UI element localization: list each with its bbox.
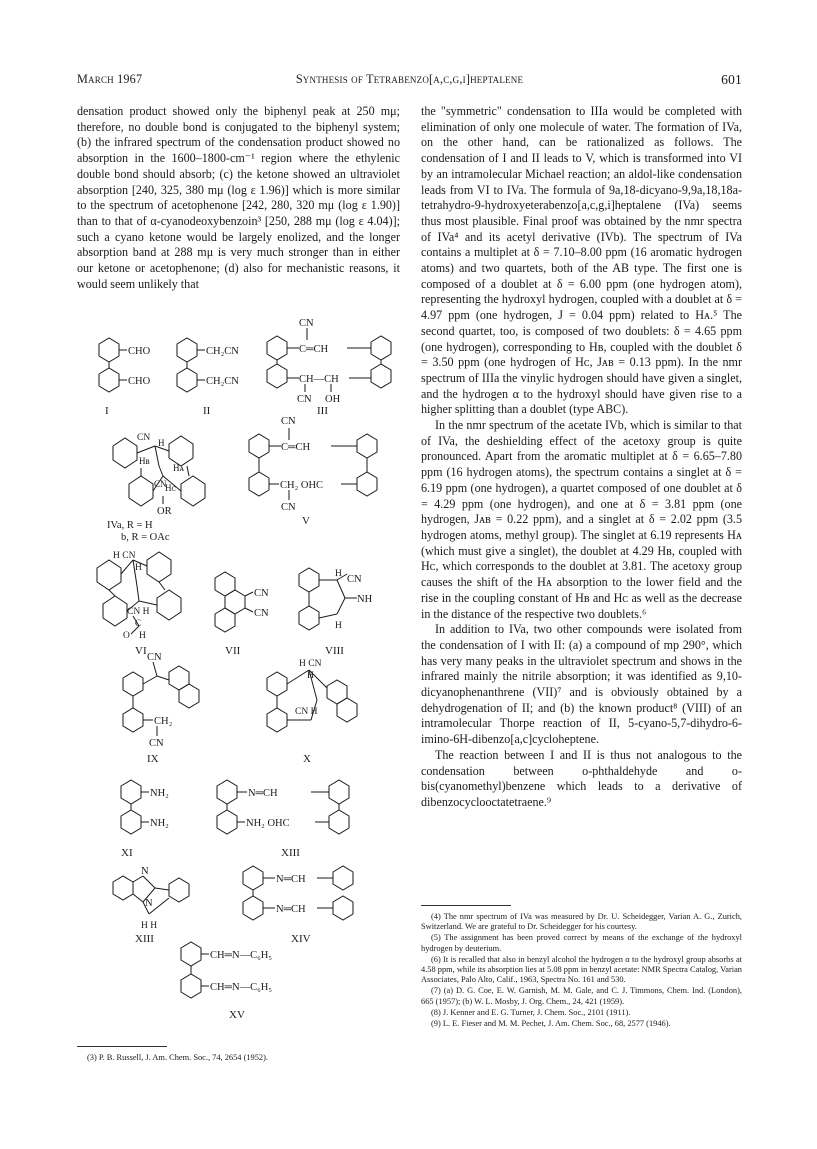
X-h: H [307,671,314,681]
II-sub-1: CH₂CN [206,346,239,357]
chemical-structures-figure [77,316,400,1044]
right-paragraph-4: The reaction between I and II is thus not analogous to the condensation between o-phthaldehyde and o-bis(cyanomethyl)benzene which leads to a derivative of dibenzocyclooctatetraene.⁹ [421,747,742,809]
XIV-n2: N═CH [276,904,306,915]
right-paragraph-1: the "symmetric" condensation to IIIa would be completed with elimination of only one molecule of water. The formation of IVa, on the other hand, can be rationalized as follows. The condensation of I and II leads to V, which is transformed into VI by an intramolecular Michael reaction; an aldol-like condensation leads from VI to IVa. The formula of 9a,18-dicyano-9,9a,18,18a-tetrahydro-9-hydroxyeterabenzo[a,c,g,i]heptalene (IVa) seems thus most plausible. Final proof was obtained by the nmr spectra of IVa⁴ and its acetyl derivative (IVb). The spectrum of IVa contains a multiplet at δ = 7.10–8.00 ppm (16 aromatic hydrogen atoms) and two quartets, both of the AB type. The first one is composed of a doublet at δ = 6.00 ppm (one hydrogen atom), representing the hydroxyl hydrogen, coupled with a doublet at δ = 4.97 ppm (one hydrogen, J = 0.04 ppm) related to Hᴀ.⁵ The second quartet, too, is composed of two doublets: δ = 4.65 ppm (one hydrogen), corresponding to Hʙ, coupled with the doublet δ = 3.50 ppm (one hydrogen of Hᴄ, Jᴀʙ = 0.13 ppm). In the nmr spectrum of IIIa the vinylic hydrogen should have given a singlet, and the hydrogen α to the hydroxyl should have given rise to a higher splitting than a doublet (type ABC). [421,104,742,417]
IV-label-a: IVa, R = H [107,520,153,531]
structure-I [99,338,127,392]
footnote-3: (3) P. B. Russell, J. Am. Chem. Soc., 74, 2654 (1952). [87,1053,268,1062]
XIII-b-hh: H H [141,921,158,931]
footnote-rule-right [421,905,511,906]
footnotes [421,912,742,1029]
IX-cn-top: CN [147,652,162,663]
VIII-h2: H [335,621,342,631]
III-cn-bottom: CN [297,394,312,405]
XV-r2: CH═N—C₆H₅ [210,982,273,993]
left-column [77,104,400,292]
XI-label: XI [121,847,133,859]
XI-nh2-b: NH₂ [150,818,169,829]
footnote-6: (6) It is recalled that also in benzyl alcohol the hydrogen α to the hydroxyl group absorbs at 4.58 ppm, while its absorption lies at 5.08 ppm in benzyl acetate: NMR Spectra Catalog, Varian Associates, Palo Alto, Calif., 1963, Spectra No. 161 and 530. [421,954,742,985]
X-label: X [303,753,311,765]
IV-hb: Hʙ [139,456,150,466]
footnote-5: (5) The assignment has been proved correct by means of the exchange of the hydroxyl hydrogen by deuterium. [421,933,742,953]
XIII-a-nh2-ohc: NH₂ OHC [246,818,290,829]
VI-c: C [135,618,142,628]
right-paragraph-2: In the nmr spectrum of the acetate IVb, which is similar to that of IVa, the deshielding effect of the acetoxy group is quite pronounced. Apart from the aromatic multiplet at δ = 6.65–7.80 ppm (16 hydrogen atoms), the spectrum contains a singlet at δ = 6.19 ppm (one hydrogen), a quartet composed of one doublet at δ = 4.29 ppm (one hydrogen), and one at δ = 3.81 ppm (one hydrogen, Jᴀʙ = 0.22 ppm), and a singlet at δ = 2.02 ppm (3.5 hydrogen atoms, methyl group). The singlet at 6.19 represents Hᴀ (which must give a singlet), the doublet at 4.29 Hʙ, coupled with Hᴄ, which corresponds to the doublet at 3.81. The acetoxy group causes the shift of the Hᴀ absorption to the lower field and the rise in the coupling constant of Hʙ and Hᴄ as well as the decrease in the distance of the respective two doublets.⁶ [421,418,742,621]
XIV-label: XIV [291,933,311,945]
X-cn-h: CN H [295,707,318,717]
IV-cn-mid: CN [154,479,167,489]
I-label: I [105,405,109,417]
structure-VII [215,572,253,632]
II-sub-2: CH₂CN [206,376,239,387]
structures-svg [77,316,400,1044]
footnote-4: (4) The nmr spectrum of IVa was measured by Dr. U. Scheidegger, Varian A. G., Zurich, Switzerland. We are grateful to Dr. Scheidegger for his courtesy. [421,912,742,932]
VI-cn-h: CN H [127,607,150,617]
page-number: 601 [721,72,742,87]
IX-label: IX [147,753,159,765]
IV-ha: Hᴀ [173,463,185,473]
VIII-cn: CN [347,574,362,585]
right-column [421,104,742,811]
V-cn-bottom: CN [281,502,296,513]
XIV-n1: N═CH [276,874,306,885]
VI-label: VI [135,645,147,657]
XIII-a-neq: N═CH [248,788,278,799]
VII-cn-1: CN [254,588,269,599]
header-title: Synthesis of Tetrabenzo[a,c,g,i]heptalene [295,72,524,86]
X-h-cn: H CN [299,659,322,669]
VII-cn-2: CN [254,608,269,619]
IV-hc: Hᴄ [165,483,176,493]
footnote-8: (8) J. Kenner and E. G. Turner, J. Chem. Soc., 2101 (1911). [431,1007,631,1017]
XV-label: XV [229,1009,245,1021]
XIII-b-n2: N [145,898,153,909]
VIII-label: VIII [325,645,344,657]
III-vinyl: C═CH [299,344,329,355]
VIII-nh: NH [357,594,373,605]
structure-XV [181,942,209,998]
left-paragraph-1: densation product showed only the biphenyl peak at 250 mμ; therefore, no double bond is conjugated to the biphenyl system; (b) the infrared spectrum of the condensation product showed no absorption in the 1600–1800-cm⁻¹ region where the ethylenic double bond should absorb; (c) the ketone showed an ultraviolet absorption [240, 325, 380 mμ (log ε 1.96)] which is more similar to the spectrum of acetophenone [242, 280, 320 mμ (log ε 1.90)] than to that of α-cyanodeoxybenzoin³ [250, 288 mμ (log ε 4.04)]; such a cyano ketone would be largely enolized, and the longer absorption band at 288 mμ is very much stronger than in either our ketone or acetophenone; (d) also for mechanistic reasons, it would seem unlikely that [77,104,400,291]
VI-h-cn: H CN [113,551,136,561]
V-vinyl: C═CH [281,442,311,453]
right-paragraph-3: In addition to IVa, two other compounds were isolated from the condensation of I with II: (a) a compound of mp 290°, which has very many peaks in the ultraviolet spectrum and shows in the infrared mainly the nitrile absorption; it was identified as 9,10-dicyanophenanthrene (VII)⁷ and is obviously obtained by a dehydrogenation of II; and (b) the known product⁸ (VIII) of an intramolecular Thorpe reaction of II, 5-cyano-5,7-dihydro-6-imino-6H-dibenzo[a,c]cycloheptene. [421,622,742,747]
footnote-rule-left [77,1046,167,1047]
VI-h2: H [139,631,146,641]
V-cn-top: CN [281,416,296,427]
IV-h-top: H [158,438,165,448]
footnote-7: (7) (a) D. G. Coe, E. W. Garnish, M. M. Gale, and C. J. Timmons, Chem. Ind. (London), 665 (1957); (b) W. L. Mosby, J. Org. Chem., 24, 421 (1959). [421,986,742,1006]
III-chain: CH—CH [299,374,339,385]
VII-label: VII [225,645,241,657]
XIII-b-n1: N [141,866,149,877]
structure-II [177,338,205,392]
III-oh: OH [325,394,341,405]
IV-or: OR [157,506,172,517]
running-header [77,72,742,88]
XI-nh2-a: NH₂ [150,788,169,799]
footnote-9: (9) L. E. Fieser and M. M. Pechet, J. Am. Chem. Soc., 68, 2577 (1946). [431,1018,671,1028]
VI-o: O [123,631,130,641]
I-cho-1: CHO [128,346,151,357]
structure-XI [121,780,149,834]
I-cho-2: CHO [128,376,151,387]
XIII-a-label: XIII [281,847,300,859]
VIII-h: H [335,569,342,579]
IV-cn-top: CN [137,433,151,443]
IV-label-b: b, R = OAc [121,532,170,543]
V-ch2-ohc: CH₂ OHC [280,480,324,491]
IX-ch2: CH₂ [154,716,173,727]
VI-h1: H [135,563,142,573]
XIII-b-label: XIII [135,933,154,945]
II-label: II [203,405,211,417]
header-date: March 1967 [77,72,143,86]
V-label: V [302,515,310,527]
III-label: III [317,405,328,417]
IX-cn-bottom: CN [149,738,164,749]
XV-r1: CH═N—C₆H₅ [210,950,273,961]
III-cn-top: CN [299,318,314,329]
